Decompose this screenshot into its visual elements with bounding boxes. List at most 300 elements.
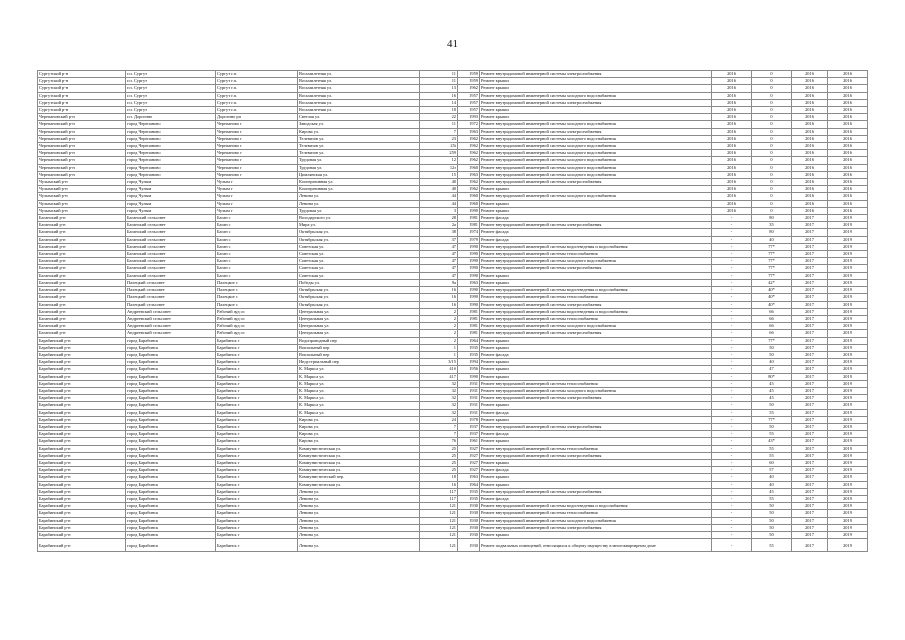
- table-row: [38, 258, 868, 265]
- table-cell-district: Барабинский р-н: [38, 409, 126, 416]
- table-cell-a: 2016: [712, 99, 752, 106]
- table-cell-settlement: город Чулым: [126, 207, 216, 214]
- table-cell-street: Кирова ул.: [298, 438, 420, 445]
- table-cell-b: 50: [752, 503, 792, 510]
- table-cell-work: Ремонт внутридомовой инженерной системы холодного водоснабжения: [480, 135, 712, 142]
- table-cell-settlement: город Барабинск: [126, 351, 216, 358]
- table-cell-a: -: [712, 366, 752, 373]
- table-cell-c: 2017: [792, 402, 828, 409]
- table-cell-locality: Барабинск г: [216, 488, 298, 495]
- table-cell-c: 2017: [792, 323, 828, 330]
- table-cell-work: Ремонт внутридомовой инженерной системы электроснабжения: [480, 179, 712, 186]
- table-cell-d: 2016: [828, 179, 868, 186]
- table-cell-locality: Рабочий ауд ос: [216, 323, 298, 330]
- table-row: [38, 373, 868, 380]
- table-cell-d: 2019: [828, 510, 868, 517]
- table-cell-house: 24: [420, 416, 458, 423]
- table-cell-house: 44: [420, 193, 458, 200]
- table-row: [38, 135, 868, 142]
- table-cell-house: 47: [420, 258, 458, 265]
- table-cell-settlement: город Барабинск: [126, 359, 216, 366]
- table-cell-c: 2017: [792, 243, 828, 250]
- table-cell-year-built: 1990: [458, 265, 480, 272]
- table-cell-a: -: [712, 222, 752, 229]
- table-cell-a: -: [712, 452, 752, 459]
- table-cell-locality: Сургут г.п.: [216, 107, 298, 114]
- table-row: [38, 85, 868, 92]
- table-cell-c: 2017: [792, 279, 828, 286]
- table-cell-settlement: город Барабинск: [126, 380, 216, 387]
- table-cell-house: 16: [420, 301, 458, 308]
- table-cell-locality: Барабинск г: [216, 532, 298, 539]
- table-cell-district: Барабинский р-н: [38, 459, 126, 466]
- table-cell-settlement: город Барабинск: [126, 402, 216, 409]
- table-cell-locality: Черепаново г: [216, 164, 298, 171]
- table-cell-b: 0: [752, 150, 792, 157]
- table-cell-year-built: 1956: [458, 366, 480, 373]
- table-cell-work: Ремонт внутридомовой инженерной системы электроснабжения: [480, 423, 712, 430]
- table-row: [38, 423, 868, 430]
- table-cell-a: -: [712, 474, 752, 481]
- table-cell-b: 35: [752, 222, 792, 229]
- table-cell-b: 0: [752, 107, 792, 114]
- table-cell-work: Ремонт внутридомовой инженерной системы холодного водоснабжения: [480, 387, 712, 394]
- table-cell-settlement: Палецкий сельсовет: [126, 287, 216, 294]
- table-cell-year-built: 1937: [458, 423, 480, 430]
- table-cell-house: 25: [420, 467, 458, 474]
- table-row: [38, 164, 868, 171]
- table-cell-house: 12: [420, 157, 458, 164]
- table-cell-work: Ремонт внутридомовой инженерной системы электроснабжения: [480, 222, 712, 229]
- table-cell-street: Восьмилетняя ул.: [298, 107, 420, 114]
- table-cell-street: Центральная ул.: [298, 330, 420, 337]
- table-row: [38, 114, 868, 121]
- table-cell-work: Ремонт крыши: [480, 344, 712, 351]
- table-cell-work: Ремонт внутридомовой инженерной системы электроснабжения: [480, 488, 712, 495]
- table-cell-c: 2017: [792, 301, 828, 308]
- table-cell-b: 77*: [752, 258, 792, 265]
- table-cell-settlement: г.п. Сургут: [126, 107, 216, 114]
- table-cell-d: 2019: [828, 337, 868, 344]
- table-cell-c: 2016: [792, 186, 828, 193]
- table-cell-b: 77*: [752, 251, 792, 258]
- table-cell-district: Баганский р-н: [38, 272, 126, 279]
- table-cell-work: Ремонт внутридомовой инженерной системы водоотведения и водоснабжения: [480, 287, 712, 294]
- table-cell-street: Ленина ул.: [298, 488, 420, 495]
- table-cell-house: 38: [420, 229, 458, 236]
- table-cell-work: Ремонт крыши: [480, 416, 712, 423]
- table-cell-locality: Барабинск г: [216, 539, 298, 552]
- table-cell-district: Баганский р-н: [38, 236, 126, 243]
- table-cell-a: -: [712, 495, 752, 502]
- table-cell-locality: Чулым г: [216, 179, 298, 186]
- table-row: [38, 294, 868, 301]
- table-cell-street: Кирова ул.: [298, 416, 420, 423]
- table-cell-district: Барабинский р-н: [38, 532, 126, 539]
- table-cell-locality: Барабинск г: [216, 344, 298, 351]
- table-cell-work: Ремонт внутридомовой инженерной системы теплоснабжения: [480, 380, 712, 387]
- table-cell-a: 2016: [712, 135, 752, 142]
- table-cell-c: 2016: [792, 92, 828, 99]
- table-cell-d: 2019: [828, 488, 868, 495]
- table-cell-district: Барабинский р-н: [38, 351, 126, 358]
- table-cell-settlement: город Барабинск: [126, 532, 216, 539]
- table-cell-work: Ремонт крыши: [480, 114, 712, 121]
- table-cell-locality: Барабинск г: [216, 524, 298, 531]
- table-cell-locality: Барабинск г: [216, 481, 298, 488]
- table-row: [38, 315, 868, 322]
- table-cell-work: Ремонт внутридомовой инженерной системы электроснабжения: [480, 128, 712, 135]
- table-cell-district: Баганский р-н: [38, 251, 126, 258]
- table-cell-district: Чулымский р-н: [38, 200, 126, 207]
- table-cell-district: Баганский р-н: [38, 265, 126, 272]
- table-cell-street: Центральная ул.: [298, 323, 420, 330]
- table-cell-locality: Палецкое с: [216, 279, 298, 286]
- table-cell-street: Победы ул.: [298, 279, 420, 286]
- table-cell-c: 2017: [792, 431, 828, 438]
- table-cell-locality: Палецкое с: [216, 301, 298, 308]
- table-cell-work: Ремонт крыши: [480, 359, 712, 366]
- table-cell-work: Ремонт крыши: [480, 107, 712, 114]
- table-cell-year-built: 1957: [458, 99, 480, 106]
- table-cell-year-built: 1930: [458, 510, 480, 517]
- table-cell-year-built: 1931: [458, 409, 480, 416]
- table-cell-d: 2016: [828, 114, 868, 121]
- table-cell-house: 47: [420, 251, 458, 258]
- table-cell-district: Барабинский р-н: [38, 481, 126, 488]
- table-cell-c: 2017: [792, 344, 828, 351]
- table-row: [38, 272, 868, 279]
- table-row: [38, 143, 868, 150]
- table-cell-district: Баганский р-н: [38, 323, 126, 330]
- table-cell-b: 0: [752, 99, 792, 106]
- table-cell-d: 2019: [828, 416, 868, 423]
- table-cell-locality: Чулым г: [216, 186, 298, 193]
- table-cell-b: 77*: [752, 265, 792, 272]
- table-cell-work: Ремонт фасада: [480, 236, 712, 243]
- table-row: [38, 279, 868, 286]
- table-cell-locality: Барабинск г: [216, 423, 298, 430]
- table-cell-a: 2016: [712, 85, 752, 92]
- table-cell-locality: Баган с: [216, 236, 298, 243]
- table-cell-street: Цимлянская ул.: [298, 171, 420, 178]
- table-cell-locality: Баган с: [216, 272, 298, 279]
- table-row: [38, 409, 868, 416]
- table-cell-a: -: [712, 438, 752, 445]
- table-cell-year-built: 1962: [458, 85, 480, 92]
- table-cell-work: Ремонт крыши: [480, 481, 712, 488]
- table-cell-street: Заводская ул.: [298, 121, 420, 128]
- table-cell-house: 7: [420, 431, 458, 438]
- table-cell-house: 7: [420, 423, 458, 430]
- table-cell-d: 2019: [828, 272, 868, 279]
- table-cell-b: 40: [752, 474, 792, 481]
- table-cell-d: 2016: [828, 85, 868, 92]
- table-cell-a: -: [712, 215, 752, 222]
- table-cell-settlement: Андреевский сельсовет: [126, 330, 216, 337]
- table-cell-work: Ремонт крыши: [480, 272, 712, 279]
- table-cell-street: Октябрьская ул.: [298, 301, 420, 308]
- table-cell-b: 80: [752, 229, 792, 236]
- table-cell-locality: Барабинск г: [216, 517, 298, 524]
- table-cell-c: 2017: [792, 337, 828, 344]
- table-cell-year-built: 1930: [458, 532, 480, 539]
- table-cell-c: 2017: [792, 395, 828, 402]
- table-cell-b: 50: [752, 344, 792, 351]
- table-cell-work: Ремонт внутридомовой инженерной системы холодного водоснабжения: [480, 121, 712, 128]
- table-cell-house: 121: [420, 503, 458, 510]
- table-cell-settlement: город Черепаново: [126, 150, 216, 157]
- table-cell-year-built: 1963: [458, 279, 480, 286]
- table-cell-b: 0: [752, 171, 792, 178]
- table-cell-locality: Черепаново г: [216, 150, 298, 157]
- table-row: [38, 402, 868, 409]
- table-cell-year-built: 1935: [458, 495, 480, 502]
- table-cell-d: 2019: [828, 517, 868, 524]
- table-cell-district: Барабинский р-н: [38, 510, 126, 517]
- table-cell-house: 18: [420, 474, 458, 481]
- table-cell-house: 47: [420, 265, 458, 272]
- table-row: [38, 416, 868, 423]
- table-cell-a: -: [712, 251, 752, 258]
- table-cell-c: 2017: [792, 229, 828, 236]
- table-cell-locality: Рабочий ауд ос: [216, 315, 298, 322]
- table-cell-d: 2019: [828, 301, 868, 308]
- table-cell-d: 2016: [828, 200, 868, 207]
- table-cell-street: Индустриальный пер: [298, 359, 420, 366]
- table-cell-a: -: [712, 258, 752, 265]
- table-cell-locality: Барабинск г: [216, 409, 298, 416]
- table-cell-b: 77*: [752, 272, 792, 279]
- table-cell-settlement: г.п. Сургут: [126, 99, 216, 106]
- table-cell-work: Ремонт фасада: [480, 431, 712, 438]
- table-cell-street: Коммунистическая ул.: [298, 467, 420, 474]
- table-cell-district: Барабинский р-н: [38, 495, 126, 502]
- table-cell-work: Ремонт внутридомовой инженерной системы электроснабжения: [480, 265, 712, 272]
- table-cell-work: Ремонт фасада: [480, 495, 712, 502]
- table-cell-c: 2016: [792, 193, 828, 200]
- table-row: [38, 99, 868, 106]
- table-cell-a: -: [712, 532, 752, 539]
- table-cell-locality: Черепаново г: [216, 157, 298, 164]
- table-cell-work: Ремонт внутридомовой инженерной системы водоотведения и водоснабжения: [480, 243, 712, 250]
- table-cell-c: 2017: [792, 380, 828, 387]
- table-cell-b: 55: [752, 431, 792, 438]
- table-cell-c: 2017: [792, 409, 828, 416]
- table-cell-house: 2: [420, 337, 458, 344]
- table-cell-d: 2016: [828, 193, 868, 200]
- table-cell-settlement: г.п. Сургут: [126, 71, 216, 78]
- table-cell-year-built: 1963: [458, 474, 480, 481]
- table-cell-house: 1: [420, 344, 458, 351]
- table-cell-street: Водопроводный пер: [298, 337, 420, 344]
- table-cell-year-built: 1962: [458, 150, 480, 157]
- table-cell-district: Сургутский р-н: [38, 92, 126, 99]
- table-row: [38, 171, 868, 178]
- table-cell-house: 11: [420, 121, 458, 128]
- table-cell-settlement: Баганский сельсовет: [126, 265, 216, 272]
- table-cell-d: 2019: [828, 481, 868, 488]
- table-row: [38, 517, 868, 524]
- table-cell-b: 55: [752, 539, 792, 552]
- table-row: [38, 78, 868, 85]
- table-cell-work: Ремонт внутридомовой инженерной системы холодного водоснабжения: [480, 92, 712, 99]
- table-row: [38, 452, 868, 459]
- table-row: [38, 193, 868, 200]
- table-cell-a: -: [712, 359, 752, 366]
- table-row: [38, 251, 868, 258]
- table-row: [38, 467, 868, 474]
- table-cell-b: 43*: [752, 438, 792, 445]
- table-cell-a: -: [712, 395, 752, 402]
- table-cell-work: Ремонт крыши: [480, 532, 712, 539]
- table-row: [38, 359, 868, 366]
- table-cell-house: 32: [420, 409, 458, 416]
- table-cell-year-built: 1964: [458, 481, 480, 488]
- table-cell-locality: Барабинск г: [216, 503, 298, 510]
- table-cell-house: 121: [420, 517, 458, 524]
- table-cell-settlement: город Барабинск: [126, 474, 216, 481]
- table-cell-c: 2016: [792, 207, 828, 214]
- table-cell-work: Ремонт внутридомовой инженерной системы теплоснабжения: [480, 315, 712, 322]
- table-cell-settlement: город Чулым: [126, 200, 216, 207]
- table-cell-street: Коммунистический пер.: [298, 474, 420, 481]
- table-cell-work: Ремонт внутридомовой инженерной системы электроснабжения: [480, 99, 712, 106]
- table-cell-d: 2019: [828, 380, 868, 387]
- table-cell-d: 2019: [828, 431, 868, 438]
- table-cell-b: 40: [752, 481, 792, 488]
- table-row: [38, 107, 868, 114]
- table-cell-d: 2019: [828, 351, 868, 358]
- table-cell-year-built: 1993: [458, 114, 480, 121]
- table-cell-a: -: [712, 431, 752, 438]
- table-cell-b: 42*: [752, 279, 792, 286]
- table-cell-work: Ремонт фасада: [480, 467, 712, 474]
- table-cell-year-built: 1962: [458, 143, 480, 150]
- table-cell-house: 14: [420, 99, 458, 106]
- table-cell-work: Ремонт внутридомовой инженерной системы электроснабжения: [480, 452, 712, 459]
- table-cell-year-built: 1931: [458, 402, 480, 409]
- table-cell-c: 2016: [792, 143, 828, 150]
- table-cell-street: Октябрьская ул.: [298, 229, 420, 236]
- table-cell-district: Черепановский р-н: [38, 150, 126, 157]
- table-cell-district: Баганский р-н: [38, 294, 126, 301]
- table-row: [38, 150, 868, 157]
- table-cell-year-built: 1963: [458, 171, 480, 178]
- table-cell-d: 2016: [828, 107, 868, 114]
- table-cell-d: 2019: [828, 323, 868, 330]
- table-cell-street: Ленина ул.: [298, 495, 420, 502]
- table-cell-settlement: город Барабинск: [126, 488, 216, 495]
- table-cell-work: Ремонт крыши: [480, 207, 712, 214]
- table-cell-district: Барабинский р-н: [38, 452, 126, 459]
- table-cell-street: Советская ул.: [298, 243, 420, 250]
- table-cell-district: Баганский р-н: [38, 229, 126, 236]
- table-cell-locality: Сургут г.п.: [216, 71, 298, 78]
- table-cell-a: 2016: [712, 179, 752, 186]
- table-cell-work: Ремонт внутридомовой инженерной системы водоотведения и водоснабжения: [480, 308, 712, 315]
- table-cell-work: Ремонт фасада: [480, 229, 712, 236]
- table-cell-c: 2017: [792, 265, 828, 272]
- table-cell-c: 2016: [792, 150, 828, 157]
- table-cell-d: 2019: [828, 387, 868, 394]
- table-cell-c: 2017: [792, 272, 828, 279]
- table-cell-house: 28: [420, 215, 458, 222]
- table-cell-settlement: город Чулым: [126, 193, 216, 200]
- table-cell-d: 2019: [828, 287, 868, 294]
- table-cell-locality: Барабинск г: [216, 366, 298, 373]
- table-cell-d: 2019: [828, 532, 868, 539]
- table-cell-a: 2016: [712, 200, 752, 207]
- table-cell-b: 45: [752, 380, 792, 387]
- table-cell-settlement: город Чулым: [126, 179, 216, 186]
- table-cell-b: 50: [752, 517, 792, 524]
- table-cell-settlement: город Барабинск: [126, 395, 216, 402]
- table-cell-a: -: [712, 402, 752, 409]
- table-cell-settlement: город Барабинск: [126, 438, 216, 445]
- table-cell-house: 32: [420, 402, 458, 409]
- capital-repair-table: [37, 70, 868, 552]
- table-cell-work: Ремонт внутридомовой инженерной системы холодного водоснабжения: [480, 143, 712, 150]
- table-cell-c: 2017: [792, 503, 828, 510]
- table-cell-district: Сургутский р-н: [38, 71, 126, 78]
- table-cell-district: Барабинский р-н: [38, 416, 126, 423]
- table-cell-b: 0: [752, 78, 792, 85]
- table-cell-a: -: [712, 524, 752, 531]
- table-cell-a: 2016: [712, 143, 752, 150]
- table-cell-locality: Баган с: [216, 265, 298, 272]
- table-cell-year-built: 1981: [458, 222, 480, 229]
- table-cell-b: 40*: [752, 294, 792, 301]
- table-cell-b: 50: [752, 532, 792, 539]
- table-cell-street: Трудовая ул.: [298, 207, 420, 214]
- table-cell-district: Чулымский р-н: [38, 186, 126, 193]
- table-cell-c: 2016: [792, 107, 828, 114]
- table-cell-work: Ремонт крыши: [480, 373, 712, 380]
- table-cell-b: 47: [752, 366, 792, 373]
- table-cell-district: Чулымский р-н: [38, 207, 126, 214]
- table-cell-a: 2016: [712, 164, 752, 171]
- table-cell-work: Ремонт подвальных помещений, относящихся к общему имуществу в многоквартирном доме: [480, 539, 712, 552]
- table-cell-d: 2019: [828, 251, 868, 258]
- table-cell-b: 66: [752, 315, 792, 322]
- table-cell-house: 16: [420, 287, 458, 294]
- table-cell-year-built: 1935: [458, 488, 480, 495]
- table-cell-locality: Рабочий ауд ос: [216, 330, 298, 337]
- table-cell-work: Ремонт внутридомовой инженерной системы теплоснабжения: [480, 294, 712, 301]
- table-cell-a: -: [712, 272, 752, 279]
- table-cell-locality: Барабинск г: [216, 438, 298, 445]
- table-row: [38, 395, 868, 402]
- table-cell-d: 2016: [828, 92, 868, 99]
- table-row: [38, 503, 868, 510]
- table-cell-district: Барабинский р-н: [38, 445, 126, 452]
- table-cell-street: Ленина ул.: [298, 532, 420, 539]
- table-row: [38, 387, 868, 394]
- table-cell-b: 0: [752, 157, 792, 164]
- table-cell-year-built: 1961: [458, 438, 480, 445]
- table-cell-district: Барабинский р-н: [38, 517, 126, 524]
- table-cell-c: 2017: [792, 524, 828, 531]
- table-cell-a: -: [712, 416, 752, 423]
- table-cell-settlement: город Барабинск: [126, 467, 216, 474]
- table-cell-settlement: город Барабинск: [126, 431, 216, 438]
- table-cell-a: -: [712, 344, 752, 351]
- table-cell-work: Ремонт крыши: [480, 474, 712, 481]
- table-cell-b: 0: [752, 164, 792, 171]
- table-cell-settlement: город Черепаново: [126, 135, 216, 142]
- table-cell-locality: Барабинск г: [216, 459, 298, 466]
